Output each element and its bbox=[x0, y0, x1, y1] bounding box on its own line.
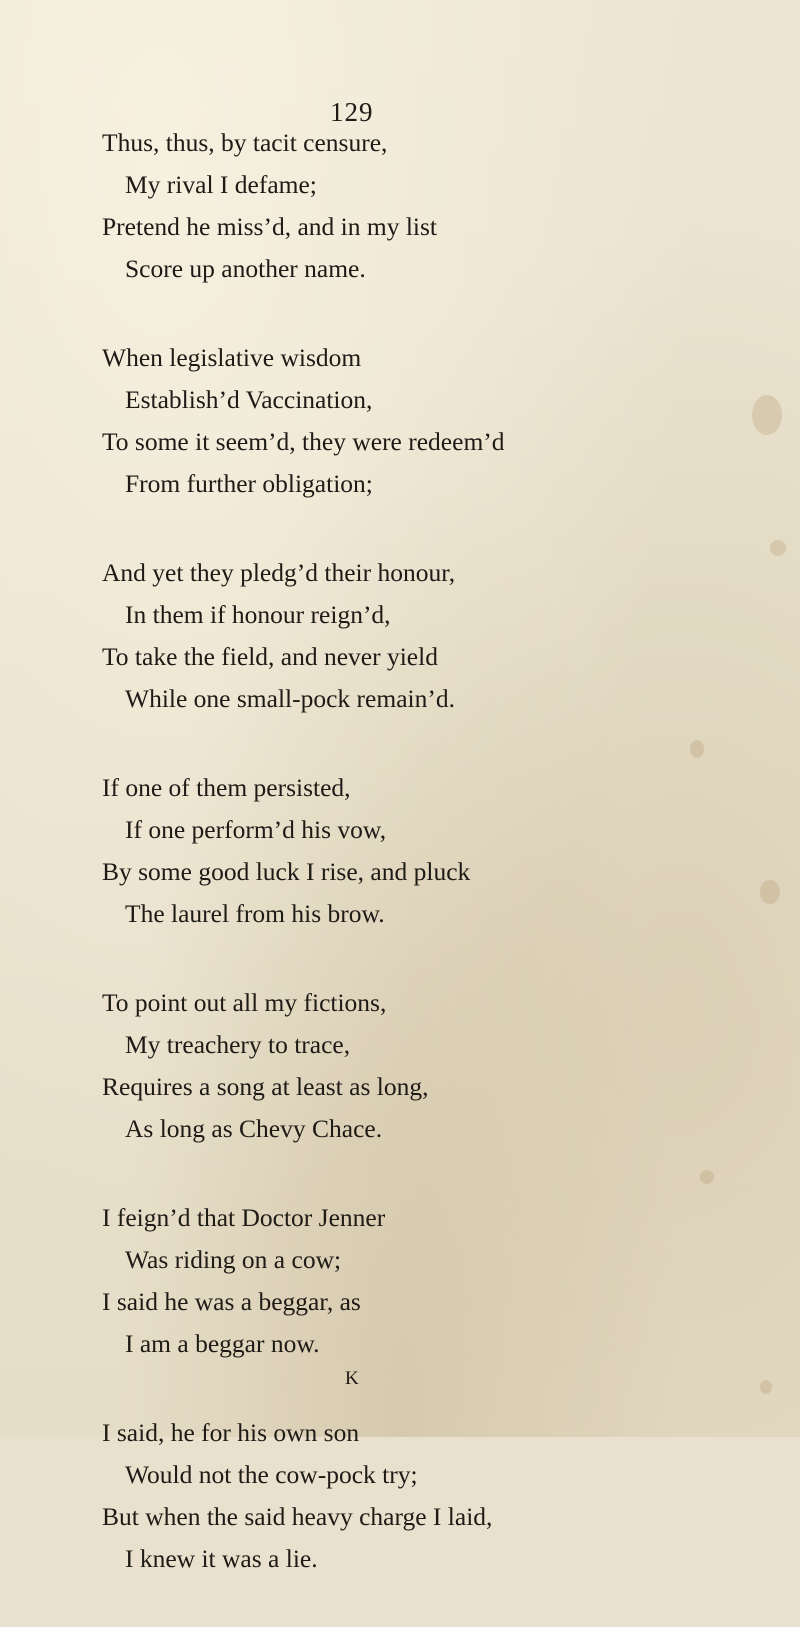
verse-line: But when the said heavy charge I laid, bbox=[102, 1502, 493, 1531]
verse-line: I said he was a beggar, as bbox=[102, 1287, 361, 1316]
page-number: 129 bbox=[330, 97, 374, 127]
verse-line: Establish’d Vaccination, bbox=[125, 385, 373, 414]
verse-line: I feign’d that Doctor Jenner bbox=[102, 1203, 386, 1232]
verse-line: Would not the cow-pock try; bbox=[125, 1460, 418, 1489]
verse-line: In them if honour reign’d, bbox=[125, 600, 391, 629]
verse-line: When legislative wisdom bbox=[102, 343, 362, 372]
verse-line: To take the field, and never yield bbox=[102, 642, 438, 671]
verse-line: And yet they pledg’d their honour, bbox=[102, 558, 456, 587]
foxing-spot bbox=[770, 540, 786, 556]
verse-line: From further obligation; bbox=[125, 469, 373, 498]
verse-line: If one perform’d his vow, bbox=[125, 815, 387, 844]
stanza bbox=[102, 1197, 702, 1365]
foxing-spot bbox=[752, 395, 782, 435]
foxing-spot bbox=[760, 880, 780, 904]
stanza bbox=[102, 552, 702, 720]
verse-line: To point out all my fictions, bbox=[102, 988, 387, 1017]
verse-line: While one small-pock remain’d. bbox=[125, 684, 455, 713]
stanza bbox=[102, 767, 702, 935]
poem bbox=[102, 122, 702, 1627]
verse-line: Score up another name. bbox=[125, 254, 366, 283]
verse-line: Pretend he miss’d, and in my list bbox=[102, 212, 438, 241]
verse-line: I knew it was a lie. bbox=[125, 1544, 318, 1573]
verse-line: My treachery to trace, bbox=[125, 1030, 351, 1059]
foxing-spot bbox=[760, 1380, 772, 1394]
verse-line: As long as Chevy Chace. bbox=[125, 1114, 383, 1143]
verse-line: I am a beggar now. bbox=[125, 1329, 320, 1358]
foxing-spot bbox=[700, 1170, 714, 1184]
signature-mark: K bbox=[345, 1368, 360, 1389]
stanza bbox=[102, 122, 702, 290]
stanza bbox=[102, 1412, 702, 1580]
verse-line: I said, he for his own son bbox=[102, 1418, 360, 1447]
stanza bbox=[102, 982, 702, 1150]
verse-line: Requires a song at least as long, bbox=[102, 1072, 429, 1101]
stanza bbox=[102, 337, 702, 505]
verse-line: Was riding on a cow; bbox=[125, 1245, 342, 1274]
verse-line: If one of them persisted, bbox=[102, 773, 351, 802]
verse-line: By some good luck I rise, and pluck bbox=[102, 857, 471, 886]
verse-line: My rival I defame; bbox=[125, 170, 317, 199]
verse-line: The laurel from his brow. bbox=[125, 899, 385, 928]
verse-line: Thus, thus, by tacit censure, bbox=[102, 128, 388, 157]
verse-line: To some it seem’d, they were redeem’d bbox=[102, 427, 505, 456]
